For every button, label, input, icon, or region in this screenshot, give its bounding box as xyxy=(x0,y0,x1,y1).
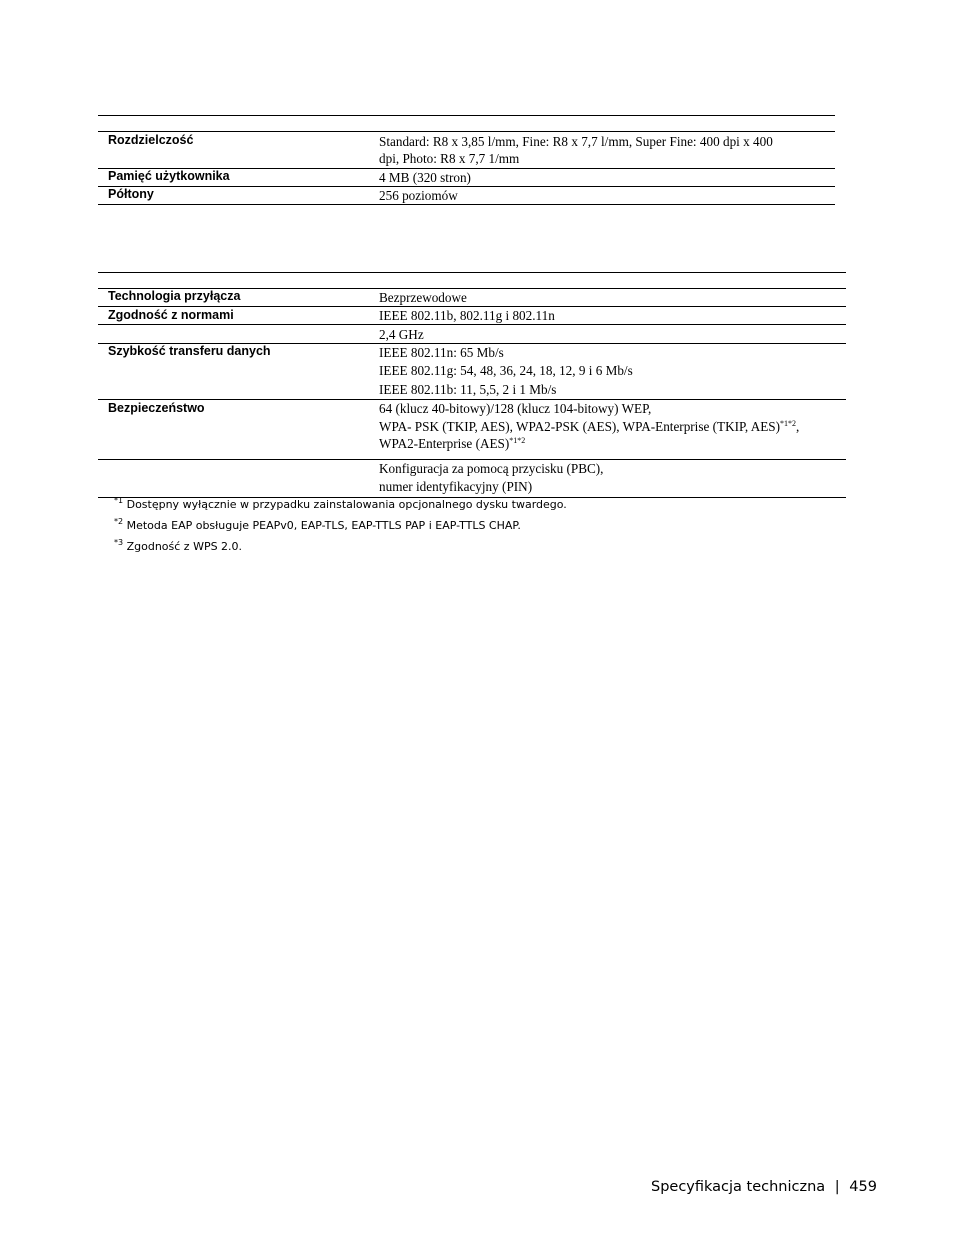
table1-top-rule xyxy=(98,115,835,116)
speed-value-b: IEEE 802.11b: 11, 5,5, 2 i 1 Mb/s xyxy=(379,382,557,397)
halftone-value: 256 poziomów xyxy=(379,188,458,203)
page-number: 459 xyxy=(849,1179,877,1195)
standards-value: IEEE 802.11b, 802.11g i 802.11n xyxy=(379,308,555,323)
footer-separator: | xyxy=(834,1179,840,1195)
resolution-label: Rozdzielczość xyxy=(108,133,194,147)
footnote-2: $^{*2}$ Metoda EAP obsługuje PEAPv0, EAP-TLS, EAP-TTLS PAP i EAP-TTLS CHAP. xyxy=(114,517,521,532)
memory-value: 4 MB (320 stron) xyxy=(379,170,471,185)
footnote-1: $^{*1}$ Dostępny wyłącznie w przypadku zainstalowania opcjonalnego dysku twardego. xyxy=(114,496,567,511)
security-value-line1: 64 (klucz 40-bitowy)/128 (klucz 104-bitowy) WEP, xyxy=(379,401,652,416)
resolution-value-line1: Standard: R8 x 3,85 l/mm, Fine: R8 x 7,7 l/mm, Super Fine: 400 dpi x 400 xyxy=(379,134,773,149)
connection-value: Bezprzewodowe xyxy=(379,290,467,305)
footnote-ref: *1*2 xyxy=(509,436,526,445)
table1-header-rule xyxy=(98,131,835,132)
table1-bottom-rule xyxy=(98,204,835,205)
table2-row-rule xyxy=(98,324,846,325)
footnote-ref: *1*2 xyxy=(780,419,797,428)
footnote-3: $^{*3}$ Zgodność z WPS 2.0. xyxy=(114,538,243,553)
connection-label: Technologia przyłącza xyxy=(108,289,241,303)
page-footer xyxy=(651,1177,877,1197)
halftone-label: Półtony xyxy=(108,187,154,201)
setup-value-line1: Konfiguracja za pomocą przycisku (PBC), xyxy=(379,461,604,476)
frequency-value: 2,4 GHz xyxy=(379,327,424,342)
memory-label: Pamięć użytkownika xyxy=(108,169,230,183)
standards-label: Zgodność z normami xyxy=(108,308,234,322)
security-label: Bezpieczeństwo xyxy=(108,401,205,415)
table1-row-rule xyxy=(98,186,835,187)
table2-top-rule xyxy=(98,272,846,273)
resolution-value-line2: dpi, Photo: R8 x 7,7 1/mm xyxy=(379,151,520,166)
footer-section-title: Specyfikacja techniczna xyxy=(651,1179,826,1195)
security-value-line3: WPA2-Enterprise (AES)$^{*1*2}$ xyxy=(379,436,526,451)
setup-value-line2: numer identyfikacyjny (PIN) xyxy=(379,479,533,494)
speed-value-n: IEEE 802.11n: 65 Mb/s xyxy=(379,345,504,360)
speed-value-g: IEEE 802.11g: 54, 48, 36, 24, 18, 12, 9 i 6 Mb/s xyxy=(379,363,633,378)
security-value-line2: WPA- PSK (TKIP, AES), WPA2-PSK (AES), WPA-Enterprise (TKIP, AES)$^{*1*2}$, xyxy=(379,419,800,434)
speed-label: Szybkość transferu danych xyxy=(108,344,271,358)
